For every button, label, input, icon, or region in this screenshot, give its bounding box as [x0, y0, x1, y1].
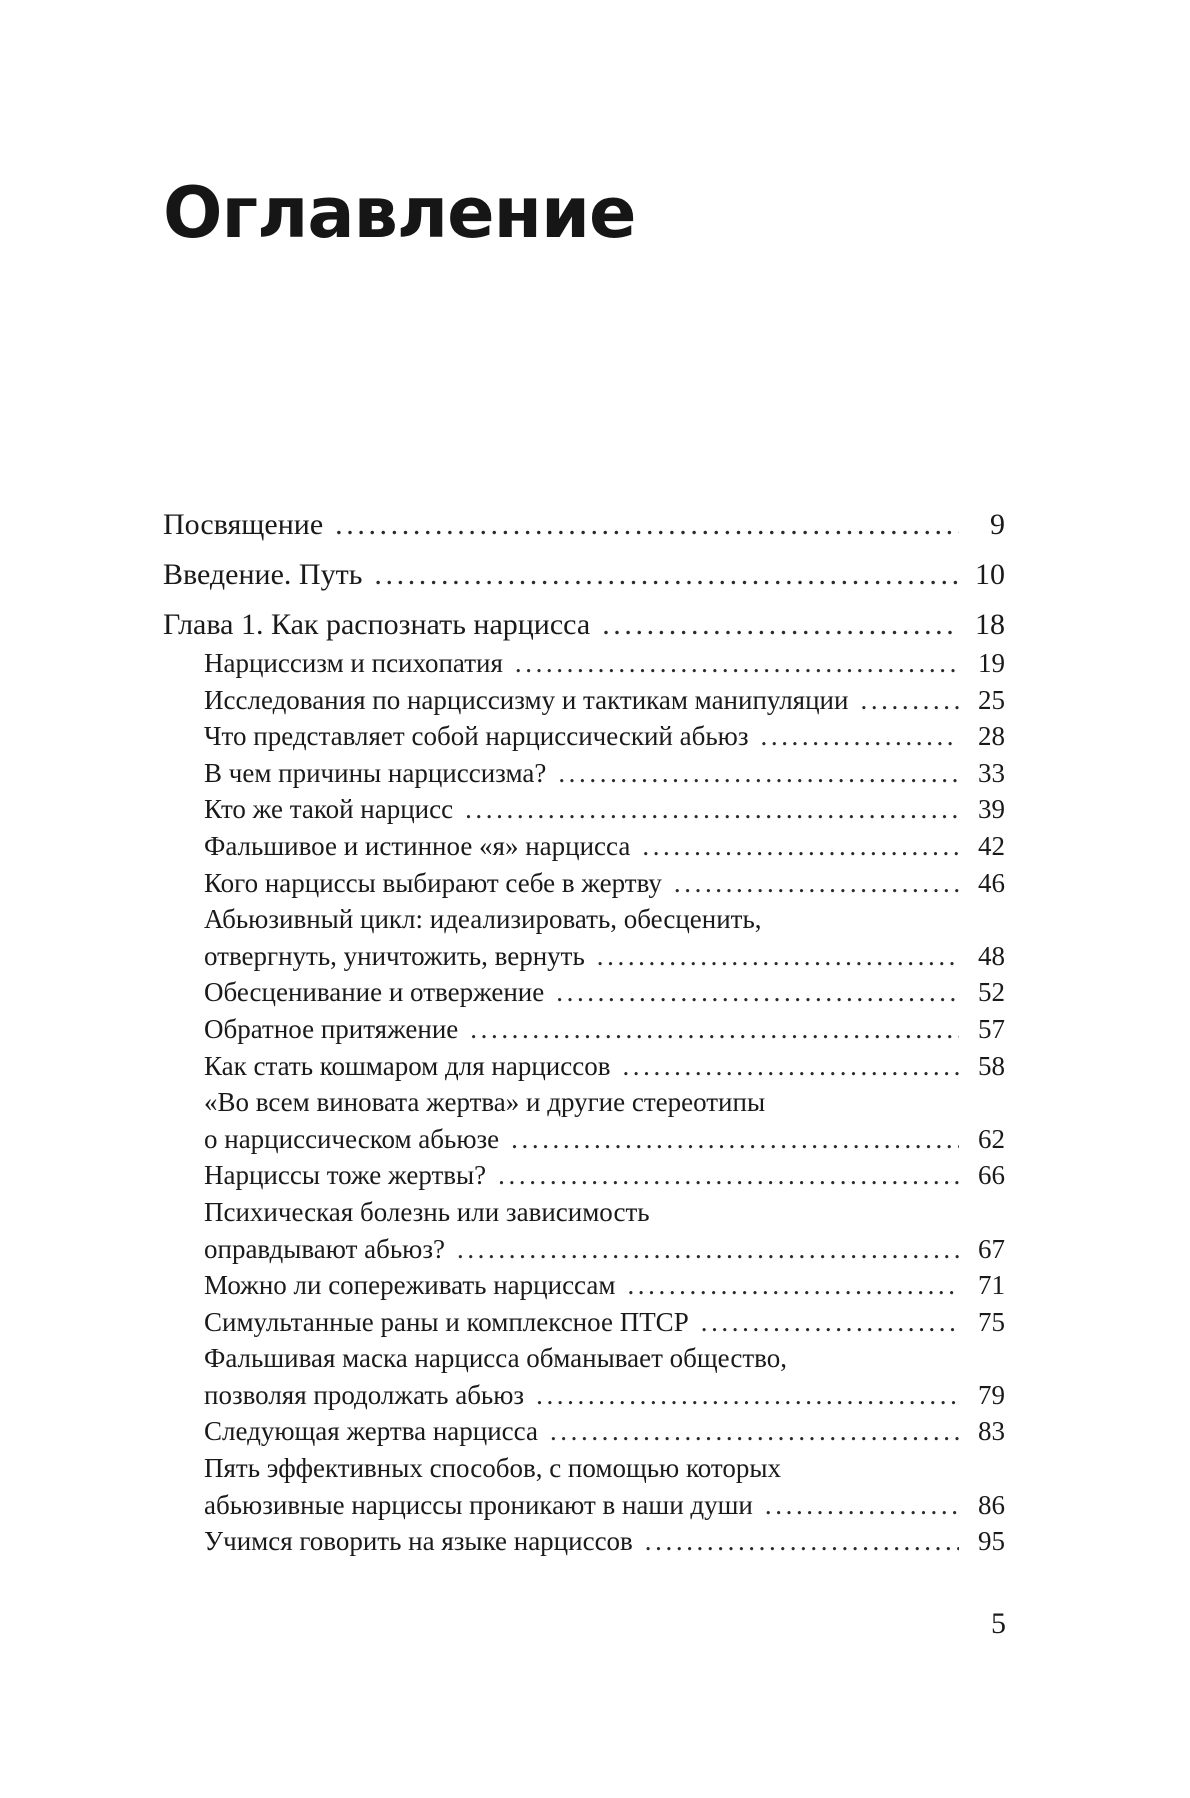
toc-section-page: 33	[978, 757, 1005, 788]
toc-section[interactable]	[204, 1304, 1005, 1341]
toc-section-title: абьюзивные нарциссы проникают в наши души	[204, 1489, 753, 1520]
dot-leader	[470, 1011, 959, 1048]
table-of-contents	[163, 505, 1005, 1560]
toc-section-page: 86	[978, 1489, 1005, 1520]
dot-leader	[602, 605, 959, 645]
toc-section[interactable]	[204, 755, 1005, 792]
toc-entry-title: Введение. Путь	[163, 558, 363, 591]
toc-section[interactable]	[204, 1523, 1005, 1560]
toc-section-page: 19	[978, 648, 1005, 678]
toc-section[interactable]	[204, 718, 1005, 755]
toc-entry-page: 18	[975, 608, 1005, 641]
toc-section-page: 79	[978, 1379, 1005, 1410]
toc-section[interactable]	[204, 1194, 1005, 1267]
toc-entry-chapter-1[interactable]	[163, 605, 1005, 645]
dot-leader	[374, 555, 959, 595]
toc-section-page: 83	[978, 1416, 1005, 1447]
toc-section[interactable]	[204, 1413, 1005, 1450]
toc-section-page: 25	[978, 684, 1005, 715]
toc-section-title: Как стать кошмаром для нарциссов	[204, 1050, 611, 1081]
toc-section-title-line-1: Психическая болезнь или зависимость	[204, 1196, 650, 1227]
dot-leader	[701, 1304, 959, 1341]
dot-leader	[550, 1413, 959, 1450]
toc-section[interactable]	[204, 1267, 1005, 1304]
dot-leader	[674, 865, 959, 902]
dot-leader	[645, 1523, 959, 1560]
dot-leader	[335, 505, 959, 545]
toc-entry-introduction[interactable]	[163, 555, 1005, 595]
toc-section-title: отвергнуть, уничтожить, вернуть	[204, 940, 585, 971]
page-title: Оглавление	[163, 172, 636, 254]
toc-section-page: 62	[978, 1123, 1005, 1154]
toc-section[interactable]	[204, 1048, 1005, 1085]
toc-section-title-line-1: Фальшивая маска нарцисса обманывает общество,	[204, 1343, 787, 1374]
toc-section[interactable]	[204, 865, 1005, 902]
toc-section-title: Следующая жертва нарцисса	[204, 1416, 538, 1447]
toc-section-title: Симультанные раны и комплексное ПТСР	[204, 1306, 689, 1337]
toc-entry-page: 9	[990, 508, 1005, 541]
toc-section-title-line-1: Пять эффективных способов, с помощью которых	[204, 1453, 781, 1484]
toc-section[interactable]	[204, 645, 1005, 682]
toc-section-page: 46	[978, 867, 1005, 898]
toc-section[interactable]	[204, 1084, 1005, 1157]
toc-section-title: позволяя продолжать абьюз	[204, 1379, 525, 1410]
toc-section-title: Нарциссы тоже жертвы?	[204, 1160, 487, 1191]
toc-section-title: Что представляет собой нарциссический абьюз	[204, 721, 749, 752]
toc-section-page: 67	[978, 1233, 1005, 1264]
dot-leader	[622, 1048, 959, 1085]
toc-section-page: 28	[978, 721, 1005, 752]
dot-leader	[457, 1231, 959, 1268]
toc-section[interactable]	[204, 901, 1005, 974]
toc-section-page: 42	[978, 830, 1005, 861]
toc-section-page: 66	[978, 1160, 1005, 1191]
toc-section[interactable]	[204, 1450, 1005, 1523]
toc-section-title: о нарциссическом абьюзе	[204, 1123, 500, 1154]
dot-leader	[465, 791, 959, 828]
toc-section-title: Можно ли сопереживать нарциссам	[204, 1270, 616, 1301]
toc-section[interactable]	[204, 828, 1005, 865]
dot-leader	[536, 1377, 959, 1414]
toc-entry-page: 10	[975, 558, 1005, 591]
dot-leader	[860, 682, 959, 719]
dot-leader	[627, 1267, 959, 1304]
toc-section-title: Нарциссизм и психопатия	[204, 648, 503, 678]
toc-section-title: Кто же такой нарцисс	[204, 794, 454, 825]
toc-section-page: 39	[978, 794, 1005, 825]
toc-section[interactable]	[204, 1157, 1005, 1194]
toc-section-page: 48	[978, 940, 1005, 971]
toc-section-title: Кого нарциссы выбирают себе в жертву	[204, 867, 662, 898]
toc-section[interactable]	[204, 1011, 1005, 1048]
toc-entry-title: Глава 1. Как распознать нарцисса	[163, 608, 591, 641]
toc-section-title: Обратное притяжение	[204, 1013, 459, 1044]
dot-leader	[642, 828, 959, 865]
dot-leader	[498, 1157, 959, 1194]
toc-section-page: 95	[978, 1526, 1005, 1557]
toc-section-title: Обесценивание и отвержение	[204, 977, 545, 1008]
toc-section-title: В чем причины нарциссизма?	[204, 757, 547, 788]
dot-leader	[515, 645, 959, 682]
toc-section-page: 57	[978, 1013, 1005, 1044]
toc-section[interactable]	[204, 1340, 1005, 1413]
toc-section-title: оправдывают абьюз?	[204, 1233, 445, 1264]
toc-section[interactable]	[204, 791, 1005, 828]
toc-entry-dedication[interactable]	[163, 505, 1005, 545]
dot-leader	[765, 1487, 959, 1524]
dot-leader	[556, 974, 959, 1011]
toc-section-page: 58	[978, 1050, 1005, 1081]
toc-section[interactable]	[204, 682, 1005, 719]
toc-section-title: Исследования по нарциссизму и тактикам манипуляции	[204, 684, 849, 715]
page-number: 5	[991, 1607, 1006, 1640]
toc-section-title-line-1: Абьюзивный цикл: идеализировать, обесценить,	[204, 904, 762, 935]
toc-section-page: 52	[978, 977, 1005, 1008]
dot-leader	[761, 718, 960, 755]
dot-leader	[558, 755, 959, 792]
toc-section-page: 71	[978, 1270, 1005, 1301]
toc-section-title: Фальшивое и истинное «я» нарцисса	[204, 830, 631, 861]
dot-leader	[597, 938, 959, 975]
toc-section-title: Учимся говорить на языке нарциссов	[204, 1526, 633, 1557]
toc-section-title-line-1: «Во всем виновата жертва» и другие стереотипы	[204, 1087, 766, 1118]
toc-section[interactable]	[204, 974, 1005, 1011]
toc-section-page: 75	[978, 1306, 1005, 1337]
toc-entry-title: Посвящение	[163, 508, 324, 541]
dot-leader	[511, 1121, 959, 1158]
